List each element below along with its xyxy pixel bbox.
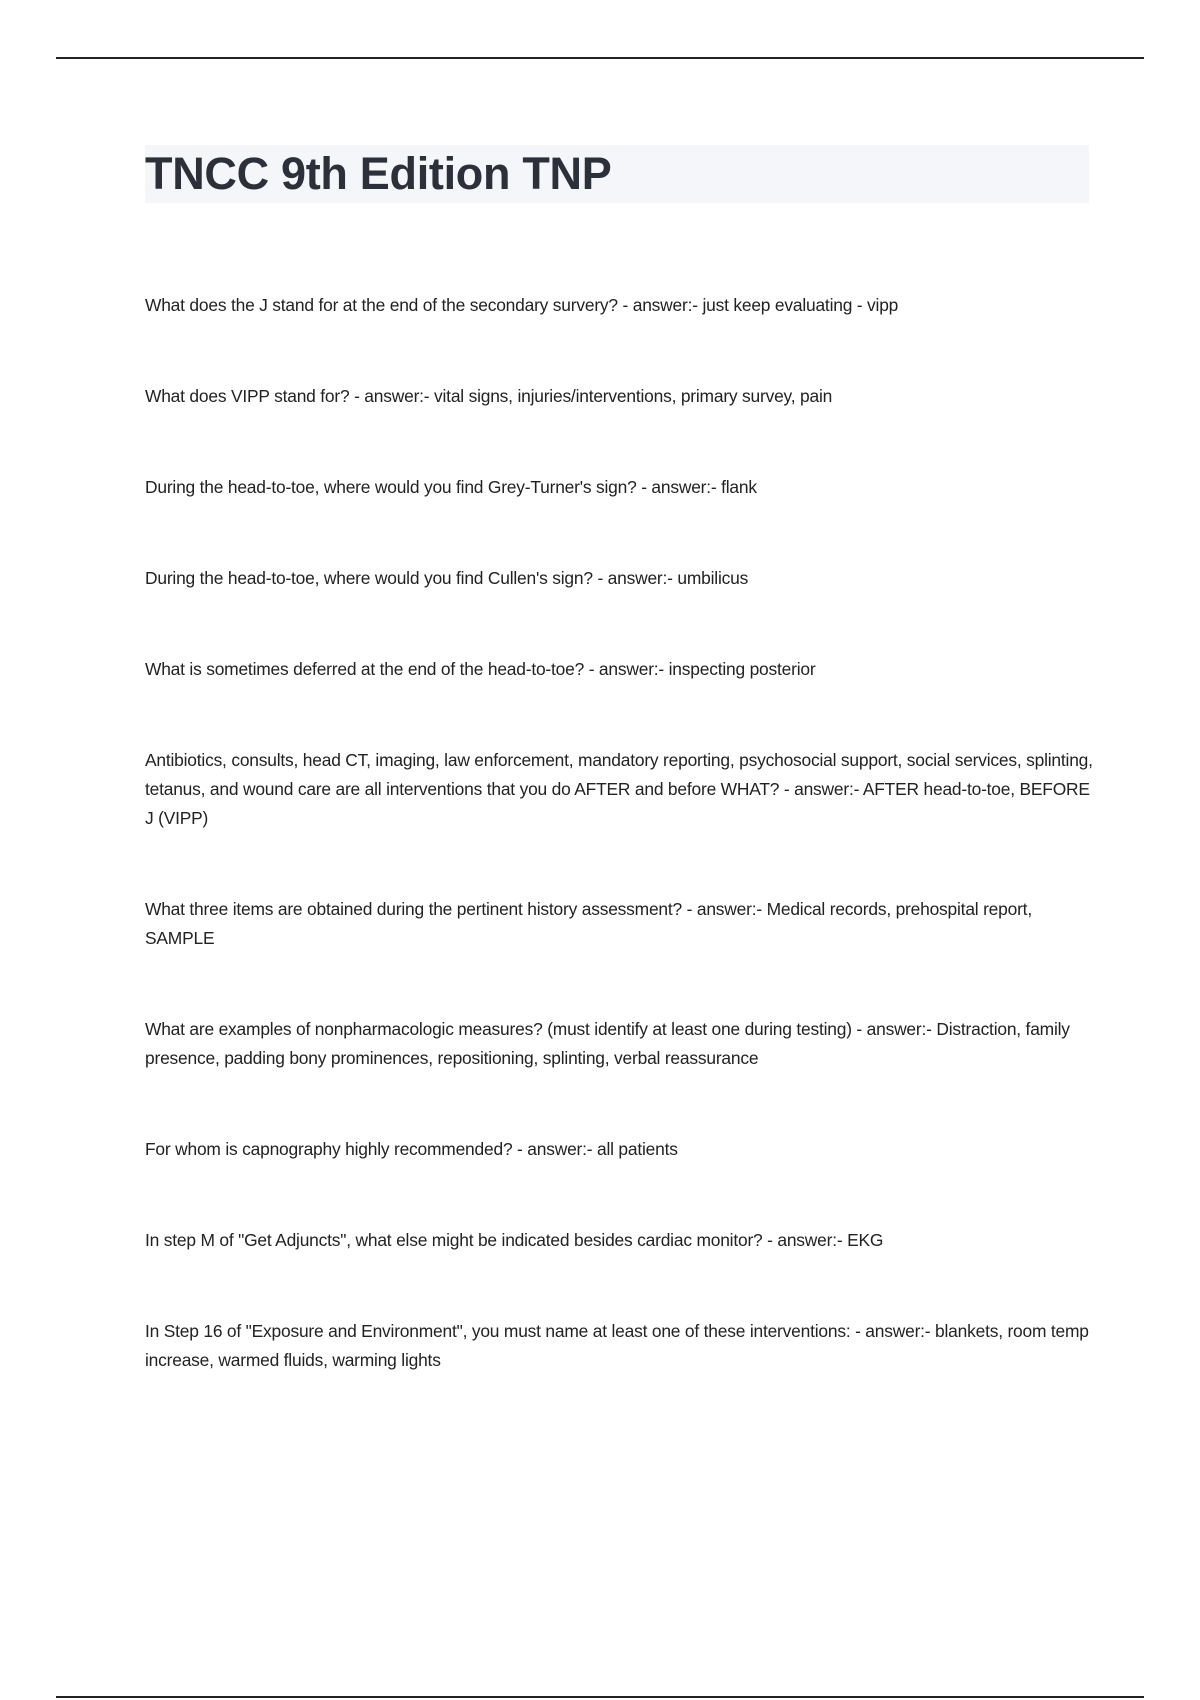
qa-item: What are examples of nonpharmacologic measures? (must identify at least one during testing) - answer:- Distraction, family presence, padding bony prominences, repositioning, splinting, verbal reassurance [145,1019,1070,1068]
qa-item: In step M of "Get Adjuncts", what else might be indicated besides cardiac monitor? - answer:- EKG [145,1230,884,1250]
qa-item: Antibiotics, consults, head CT, imaging, law enforcement, mandatory reporting, psychosocial support, social services, splinting, tetanus, and wound care are all interventions that you do AFTER and before WHAT? - answer:- AFTER head-to-toe, BEFORE J (VIPP) [145,750,1093,828]
qa-item: What does the J stand for at the end of the secondary survery? - answer:- just keep evaluating - vipp [145,295,899,315]
footer-rule [56,1696,1144,1698]
qa-item: For whom is capnography highly recommended? - answer:- all patients [145,1139,678,1159]
qa-item: During the head-to-toe, where would you find Grey-Turner's sign? - answer:- flank [145,477,757,497]
qa-item: In Step 16 of "Exposure and Environment", you must name at least one of these interventions: - answer:- blankets, room temp increase, warmed fluids, warming lights [145,1321,1089,1370]
qa-item: What does VIPP stand for? - answer:- vital signs, injuries/interventions, primary survey, pain [145,386,833,406]
qa-list [145,291,1100,1437]
qa-item: During the head-to-toe, where would you find Cullen's sign? - answer:- umbilicus [145,568,749,588]
header-rule [56,57,1144,59]
document-title: TNCC 9th Edition TNP [145,148,612,199]
qa-item: What is sometimes deferred at the end of the head-to-toe? - answer:- inspecting posterior [145,659,816,679]
qa-item: What three items are obtained during the pertinent history assessment? - answer:- Medical records, prehospital report, SAMPLE [145,899,1032,948]
